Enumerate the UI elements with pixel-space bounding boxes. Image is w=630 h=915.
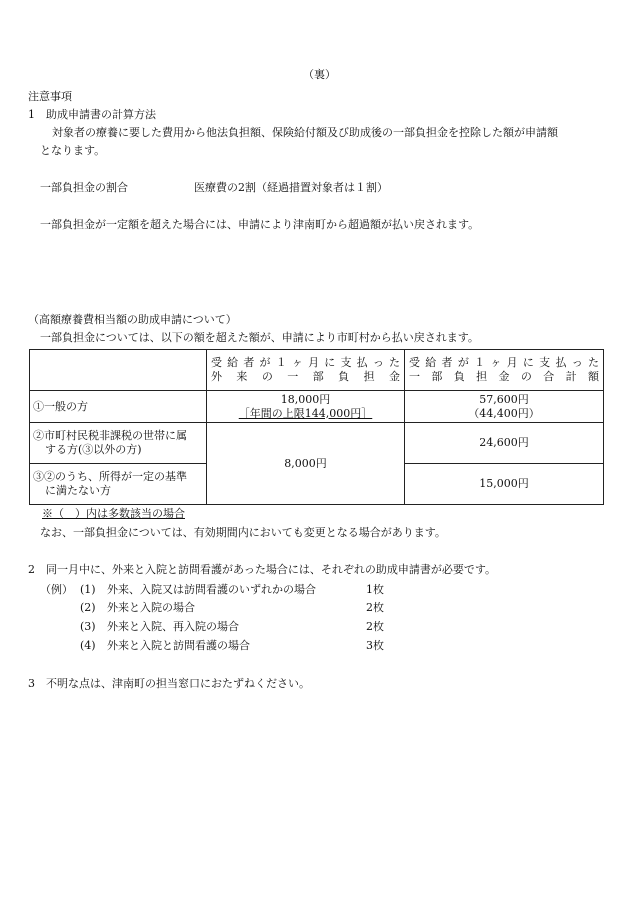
row-low-income-label-line2: に満たない方 [45,484,111,497]
row-exempt-label [30,423,207,464]
table-header-blank [30,350,207,391]
table-footnote: ※（ ）内は多数該当の場合 [42,507,185,520]
threshold-table [29,349,604,505]
table-row [30,423,604,464]
row-general-outpatient [207,391,405,423]
refund-note: 一部負担金が一定額を超えた場合には、申請により津南町から超過額が払い戻されます。 [40,218,480,231]
row-exempt-label-line1: ②市町村民税非課税の世帯に属 [33,429,187,442]
header-total-line2: 一部負担金の合計額 [409,370,599,383]
section-1-paragraph-line2: となります。 [40,144,106,157]
high-cost-title: （高額療養費相当額の助成申請について） [28,313,237,326]
section-3-title: 3 不明な点は、津南町の担当窓口におたずねください。 [28,677,310,690]
burden-ratio-value: 医療費の2割（経過措置対象者は１割） [194,181,388,194]
table-row [30,391,604,423]
example-1-text: 外来、入院又は訪問看護のいずれかの場合 [107,583,316,596]
page-side-label: （裏） [303,68,336,81]
row-low-income-label [30,464,207,505]
row-low-income-label-line1: ③②のうち、所得が一定の基準 [33,470,187,483]
section-1-paragraph-line1: 対象者の療養に要した費用から他法負担額、保険給付額及び助成後の一部負担金を控除した額が申請額 [52,126,558,139]
example-3-num: (3) [80,620,96,633]
example-2-text: 外来と入院の場合 [107,601,195,614]
section-2-title: 2 同一月中に、外来と入院と訪問看護があった場合には、それぞれの助成申請書が必要です。 [28,563,497,576]
burden-ratio-label: 一部負担金の割合 [40,181,128,194]
row-exempt-label-line2: する方(③以外の方) [45,443,142,456]
section-1-title: 1 助成申請書の計算方法 [28,108,156,121]
change-note: なお、一部負担金については、有効期間内においても変更となる場合があります。 [40,526,446,539]
header-outpatient [207,350,405,391]
example-2-count: 2枚 [366,601,384,614]
total-multi-amount: （44,400円） [468,406,540,420]
header-outpatient-line1: 受給者が１ヶ月に支払った [211,356,400,369]
header-total [405,350,604,391]
row-exempt-total: 24,600円 [405,423,604,464]
outpatient-amount: 18,000円 [280,392,331,406]
example-4-count: 3枚 [366,639,384,652]
example-4-num: (4) [80,639,96,652]
example-1-count: 1枚 [366,583,384,596]
example-3-count: 2枚 [366,620,384,633]
example-2-num: (2) [80,601,96,614]
total-amount: 57,600円 [479,392,529,406]
example-4-text: 外来と入院と訪問看護の場合 [107,639,250,652]
annual-cap: ［年間の上限144,000円］ [238,406,373,420]
row-general-total [405,391,604,423]
high-cost-intro: 一部負担金については、以下の額を超えた額が、申請により市町村から払い戻されます。 [40,331,479,344]
example-3-text: 外来と入院、再入院の場合 [107,620,239,633]
header-total-line1: 受給者が１ヶ月に支払った [409,356,599,369]
row-low-income-total: 15,000円 [405,464,604,505]
example-1-num: (1) [80,583,96,596]
shared-outpatient-amount: 8,000円 [207,423,405,505]
table-header-row [30,350,604,391]
example-label: （例） [40,583,73,596]
row-general-label: ①一般の方 [30,391,207,423]
header-outpatient-line2: 外来の一部負担金 [211,370,400,383]
notes-heading: 注意事項 [28,90,72,103]
